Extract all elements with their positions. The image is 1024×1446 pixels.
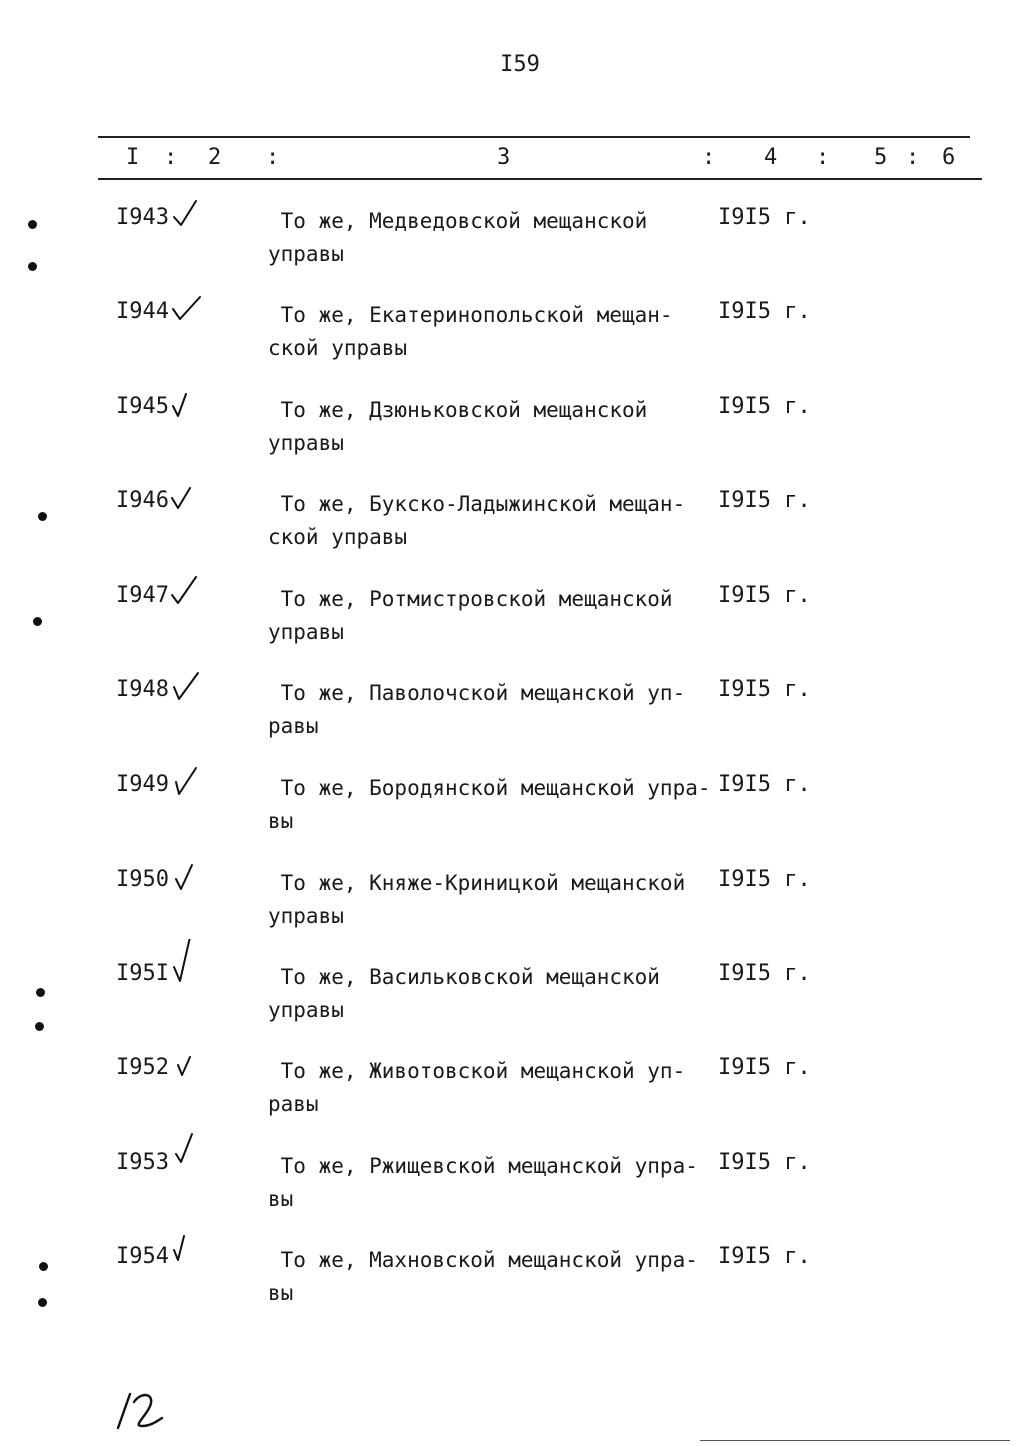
handwritten-sheet-number xyxy=(112,1388,172,1432)
checkmark-icon xyxy=(170,762,204,798)
file-description: То же, Паволочской мещанской уп- равы xyxy=(268,681,686,738)
file-date: I9I5 г. xyxy=(718,299,811,324)
file-number: I943 xyxy=(116,205,169,230)
file-date: I9I5 г. xyxy=(718,205,811,230)
punch-hole xyxy=(38,512,47,521)
page-number: I59 xyxy=(500,52,540,77)
file-date: I9I5 г. xyxy=(718,488,811,513)
file-description: То же, Махновской мещанской упра- вы xyxy=(268,1248,698,1305)
punch-hole xyxy=(28,220,37,229)
checkmark-icon xyxy=(170,195,204,231)
punch-hole xyxy=(35,1022,44,1031)
file-description: То же, Букско-Ладыжинской мещан- ской управы xyxy=(268,492,686,549)
header-separator: : xyxy=(164,145,178,170)
file-description: То же, Медведовской мещанской управы xyxy=(268,209,648,266)
header-col-3: 3 xyxy=(497,145,511,170)
file-description: То же, Княже-Криницкой мещанской управы xyxy=(268,871,686,928)
header-separator: : xyxy=(266,145,280,170)
header-col-6: 6 xyxy=(942,145,956,170)
punch-hole xyxy=(38,1298,47,1307)
header-col-5: 5 xyxy=(874,145,888,170)
file-number: I948 xyxy=(116,677,169,702)
table-row xyxy=(0,1244,1024,1324)
checkmark-icon xyxy=(170,667,204,703)
header-col-1: I xyxy=(126,145,140,170)
file-description: То же, Екатеринопольской мещан- ской управы xyxy=(268,303,673,360)
file-date: I9I5 г. xyxy=(718,772,811,797)
file-description: То же, Ржищевской мещанской упра- вы xyxy=(268,1154,698,1211)
file-date: I9I5 г. xyxy=(718,1150,811,1175)
checkmark-icon xyxy=(170,384,204,420)
table-row xyxy=(0,867,1024,947)
table-row xyxy=(0,677,1024,757)
header-separator: : xyxy=(702,145,716,170)
file-date: I9I5 г. xyxy=(718,583,811,608)
file-description: То же, Дзюньковской мещанской управы xyxy=(268,398,648,455)
file-number: I944 xyxy=(116,299,169,324)
file-date: I9I5 г. xyxy=(718,677,811,702)
file-description: То же, Животовской мещанской уп- равы xyxy=(268,1059,686,1116)
checkmark-icon xyxy=(170,857,204,893)
table-top-rule xyxy=(98,136,970,138)
header-separator: : xyxy=(816,145,830,170)
file-number: I952 xyxy=(116,1055,169,1080)
table-row xyxy=(0,299,1024,379)
file-description: То же, Бородянской мещанской упра- вы xyxy=(268,776,711,833)
file-number: I949 xyxy=(116,772,169,797)
file-description: То же, Васильковской мещанской управы xyxy=(268,965,660,1022)
punch-hole xyxy=(33,617,42,626)
table-header-rule xyxy=(98,178,982,180)
checkmark-icon xyxy=(170,1045,204,1081)
checkmark-icon xyxy=(170,289,204,325)
punch-hole xyxy=(36,988,45,997)
table-row xyxy=(0,394,1024,474)
file-date: I9I5 г. xyxy=(718,394,811,419)
checkmark-icon xyxy=(170,573,204,609)
bottom-edge-rule xyxy=(700,1440,1010,1441)
table-row xyxy=(0,1150,1024,1230)
checkmark-icon xyxy=(170,939,204,987)
file-date: I9I5 г. xyxy=(718,1244,811,1269)
header-col-4: 4 xyxy=(764,145,778,170)
checkmark-icon xyxy=(170,478,204,514)
file-number: I946 xyxy=(116,488,169,513)
punch-hole xyxy=(39,1262,48,1271)
table-row xyxy=(0,488,1024,568)
file-number: I953 xyxy=(116,1150,169,1175)
file-number: I954 xyxy=(116,1244,169,1269)
file-number: I947 xyxy=(116,583,169,608)
header-col-2: 2 xyxy=(208,145,222,170)
file-date: I9I5 г. xyxy=(718,1055,811,1080)
file-description: То же, Ротмистровской мещанской управы xyxy=(268,587,673,644)
table-row xyxy=(0,961,1024,1041)
header-separator: : xyxy=(906,145,920,170)
punch-hole xyxy=(28,262,37,271)
file-number: I95I xyxy=(116,961,169,986)
table-row xyxy=(0,1055,1024,1135)
checkmark-icon xyxy=(170,1230,204,1266)
table-row xyxy=(0,205,1024,285)
table-row xyxy=(0,772,1024,852)
file-date: I9I5 г. xyxy=(718,961,811,986)
table-row xyxy=(0,583,1024,663)
file-number: I950 xyxy=(116,867,169,892)
file-date: I9I5 г. xyxy=(718,867,811,892)
file-number: I945 xyxy=(116,394,169,419)
checkmark-icon xyxy=(170,1132,204,1168)
